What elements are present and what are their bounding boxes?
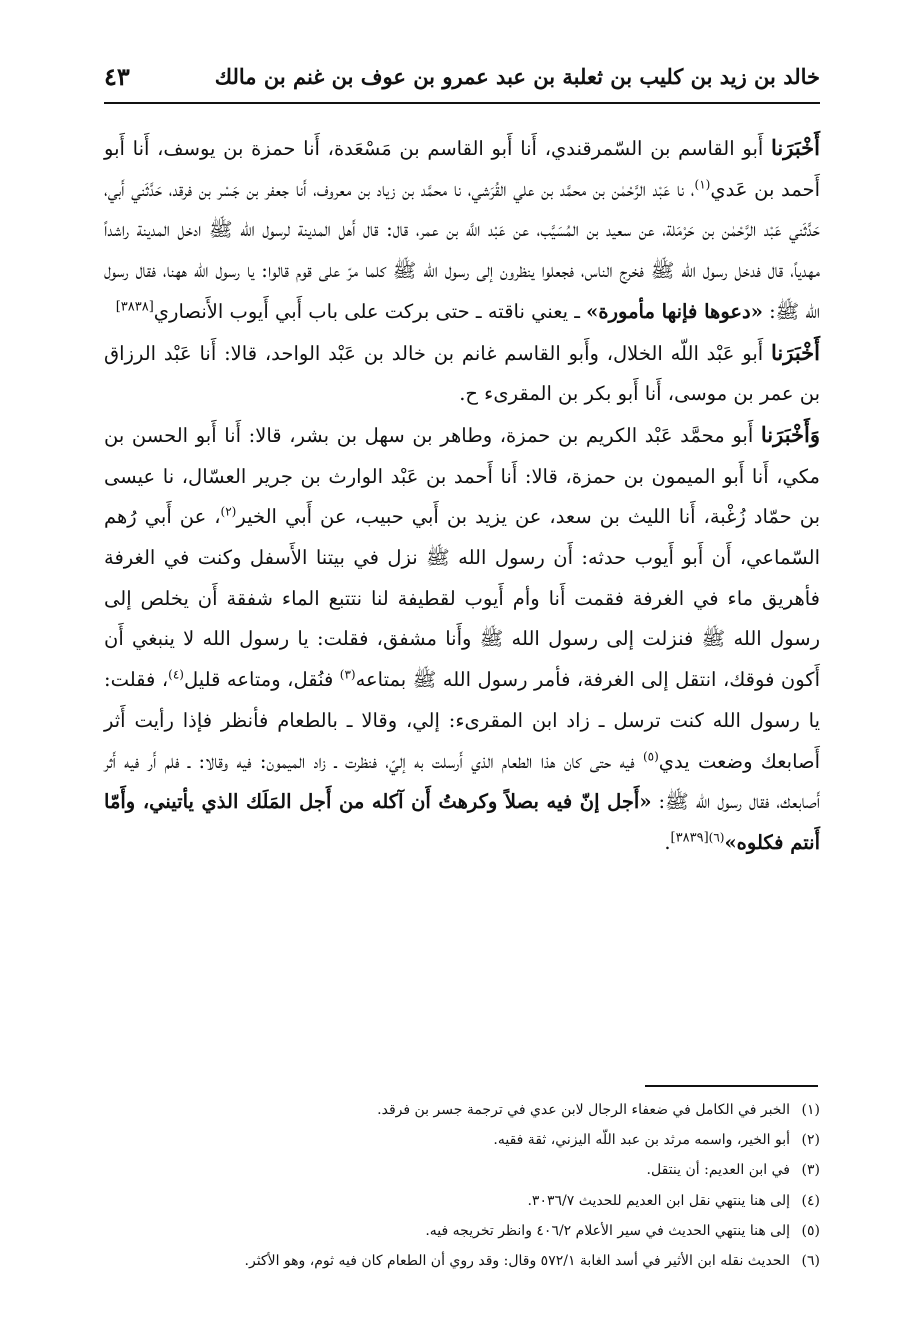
hadith-quote: «دعوها فإنها مأمورة» bbox=[586, 299, 763, 323]
footnote-text: الحديث نقله ابن الأثير في أسد الغابة ٥٧٢/١ وقال: وقد روي أن الطعام كان فيه ثوم، وهو الأكثر. bbox=[244, 1253, 790, 1270]
footnote-ref-5: (٥) bbox=[642, 749, 659, 764]
page-number: ٤٣ bbox=[104, 62, 130, 91]
footnote-number: (٦) bbox=[801, 1253, 820, 1270]
footnote-number: (٤) bbox=[801, 1192, 820, 1209]
paragraph-end: . bbox=[664, 830, 671, 854]
paragraph-3 bbox=[104, 415, 820, 864]
hadith-number: [٣٨٣٨] bbox=[115, 299, 154, 315]
footnote-1 bbox=[104, 1095, 820, 1125]
footnote-3 bbox=[104, 1155, 820, 1185]
footnote-text: في ابن العديم: أن ينتقل. bbox=[646, 1162, 790, 1179]
paragraph-text: فنُقل، ومتاعه قليل bbox=[183, 668, 340, 692]
footnote-ref-6: (٦) bbox=[708, 830, 725, 845]
paragraph-text: ، فقلت: يا رسول الله كنت ترسل ـ زاد ابن المقرىء: إلي، وقالا ـ بالطعام فأنظر فإذا رأيت أَثر أَصابعك وضعت يدي bbox=[104, 668, 820, 773]
footnote-5 bbox=[104, 1216, 820, 1246]
paragraph-1 bbox=[104, 128, 820, 333]
page-header bbox=[104, 52, 820, 104]
footnote-number: (٢) bbox=[801, 1132, 820, 1149]
footnote-2 bbox=[104, 1125, 820, 1155]
footnote-number: (٣) bbox=[801, 1162, 820, 1179]
footnote-number: (٥) bbox=[801, 1222, 820, 1239]
hadith-number: [٣٨٣٩] bbox=[670, 830, 709, 846]
narration-lead: وَأَخْبَرَنا bbox=[760, 421, 820, 447]
footnote-text: إلى هنا ينتهي الحديث في سير الأعلام ٤٠٦/٢ وانظر تخريجه فيه. bbox=[425, 1222, 790, 1239]
paragraph-text: أَبو القاسم بن السّمرقندي، أَنا أَبو القاسم بن مَسْعَدة، أَنا حمزة بن يوسف، أَنا أَبو أَحمد بن عَدي bbox=[104, 137, 820, 201]
narration-lead: أَخْبَرَنا bbox=[771, 339, 820, 365]
footnote-ref-3: (٣) bbox=[339, 667, 356, 682]
footnote-number: (١) bbox=[801, 1102, 820, 1118]
footnote-ref-1: (١) bbox=[694, 177, 711, 192]
footnote-6 bbox=[104, 1246, 820, 1276]
paragraph-text: أَبو عَبْد اللّه الخلال، وأَبو القاسم غانم بن خالد بن عَبْد الواحد، قالا: أَنا عَبْد الرزاق بن عمر بن موسى، أَنا أَبو بكر بن المقرىء ح. bbox=[104, 341, 820, 406]
hadith-quote: «أَجل إنّ فيه بصلاً وكرهتُ أَن آكله من أَجل المَلَك الذي يأتيني، وأَمّا أَنتم فكلوه» bbox=[104, 790, 820, 854]
main-text bbox=[104, 128, 820, 864]
paragraph-2 bbox=[104, 333, 820, 415]
footnote-divider bbox=[645, 1085, 818, 1087]
footnote-ref-2: (٢) bbox=[220, 504, 237, 519]
footnote-text: أبو الخير، واسمه مرثد بن عبد اللّه اليزني، ثقة فقيه. bbox=[493, 1132, 790, 1149]
footnote-text: إلى هنا ينتهي نقل ابن العديم للحديث ٣٠٣٦/٧. bbox=[527, 1192, 790, 1209]
paragraph-text: ، نا عَبْد الرَّحْمٰن بن محمَّد بن علي القُرَشي، نا محمَّد بن زياد بن معروف، أَنا جعفر بن جَسْر بن فرقد، حَدَّثَني أَبي، حَدَّثَني عَبْد الرَّحْمٰن بن حَرْمَلة، عن سعيد بن المُسَيَّب، عن عَبْد اللَّه بن عمر، قال: قال أَهل المدينة لرسول الله ﷺ ادخل المدينة راشداً مهدياً، قال فدخل رسول الله ﷺ فخرج الناس، فجعلوا ينظرون إلى رسول الله ﷺ كلما مرّ على قوم قالوا: يا رسول الله ههنا، فقال رسول الله ﷺ: bbox=[104, 177, 820, 323]
footnotes bbox=[104, 1095, 820, 1276]
narration-lead: أَخْبَرَنا bbox=[771, 135, 820, 160]
paragraph-text: ـ يعني ناقته ـ حتى بركت على باب أَبي أَيوب الأَنصاري bbox=[153, 299, 587, 323]
running-title: خالد بن زيد بن كليب بن ثعلبة بن عبد عمرو بن عوف بن غنم بن مالك bbox=[214, 64, 820, 89]
footnote-ref-4: (٤) bbox=[168, 667, 184, 682]
paragraph-text: أَبو محمَّد عَبْد الكريم بن حمزة، وطاهر بن سهل بن بشر، قالا: أَنا أَبو الحسن بن مكي، أَنا أَبو الميمون بن حمزة، قالا: أَنا أَحمد بن عَبْد الوارث بن جرير العسّال، نا عيسى بن حمّاد زُغْبة، أَنا الليث بن سعد، عن يزيد بن أَبي حبيب، عن أَبي الخير bbox=[104, 423, 820, 529]
footnote-text: الخبر في الكامل في ضعفاء الرجال لابن عدي في ترجمة جسر بن فرقد. bbox=[377, 1102, 790, 1118]
paragraph-text: ، عن أَبي رُهم السّماعي، أَن أَبو أَيوب حدثه: أَن رسول الله ﷺ نزل في بيتنا الأَسفل وكنت في الغرفة فأهريق ماء في الغرفة فقمت أَنا وأم أَيوب لقطيفة لنا نتتبع الماء شفقة أَن يخلص إلى رسول الله ﷺ فنزلت إلى رسول الله ﷺ وأَنا مشفق، فقلت: يا رسول الله لا ينبغي أَن أَكون فوقك، انتقل إلى الغرفة، فأمر رسول الله ﷺ بمتاعه bbox=[104, 505, 820, 692]
paragraph-text: فيه حتى كان هذا الطعام الذي أَرسلت به إليّ، فنظرت ـ زاد الميمون: فيه وقالا: ـ فلم أَر فيه أَثر أَصابعك، فقال رسول الله ﷺ: bbox=[104, 749, 820, 814]
footnote-4 bbox=[104, 1186, 820, 1216]
